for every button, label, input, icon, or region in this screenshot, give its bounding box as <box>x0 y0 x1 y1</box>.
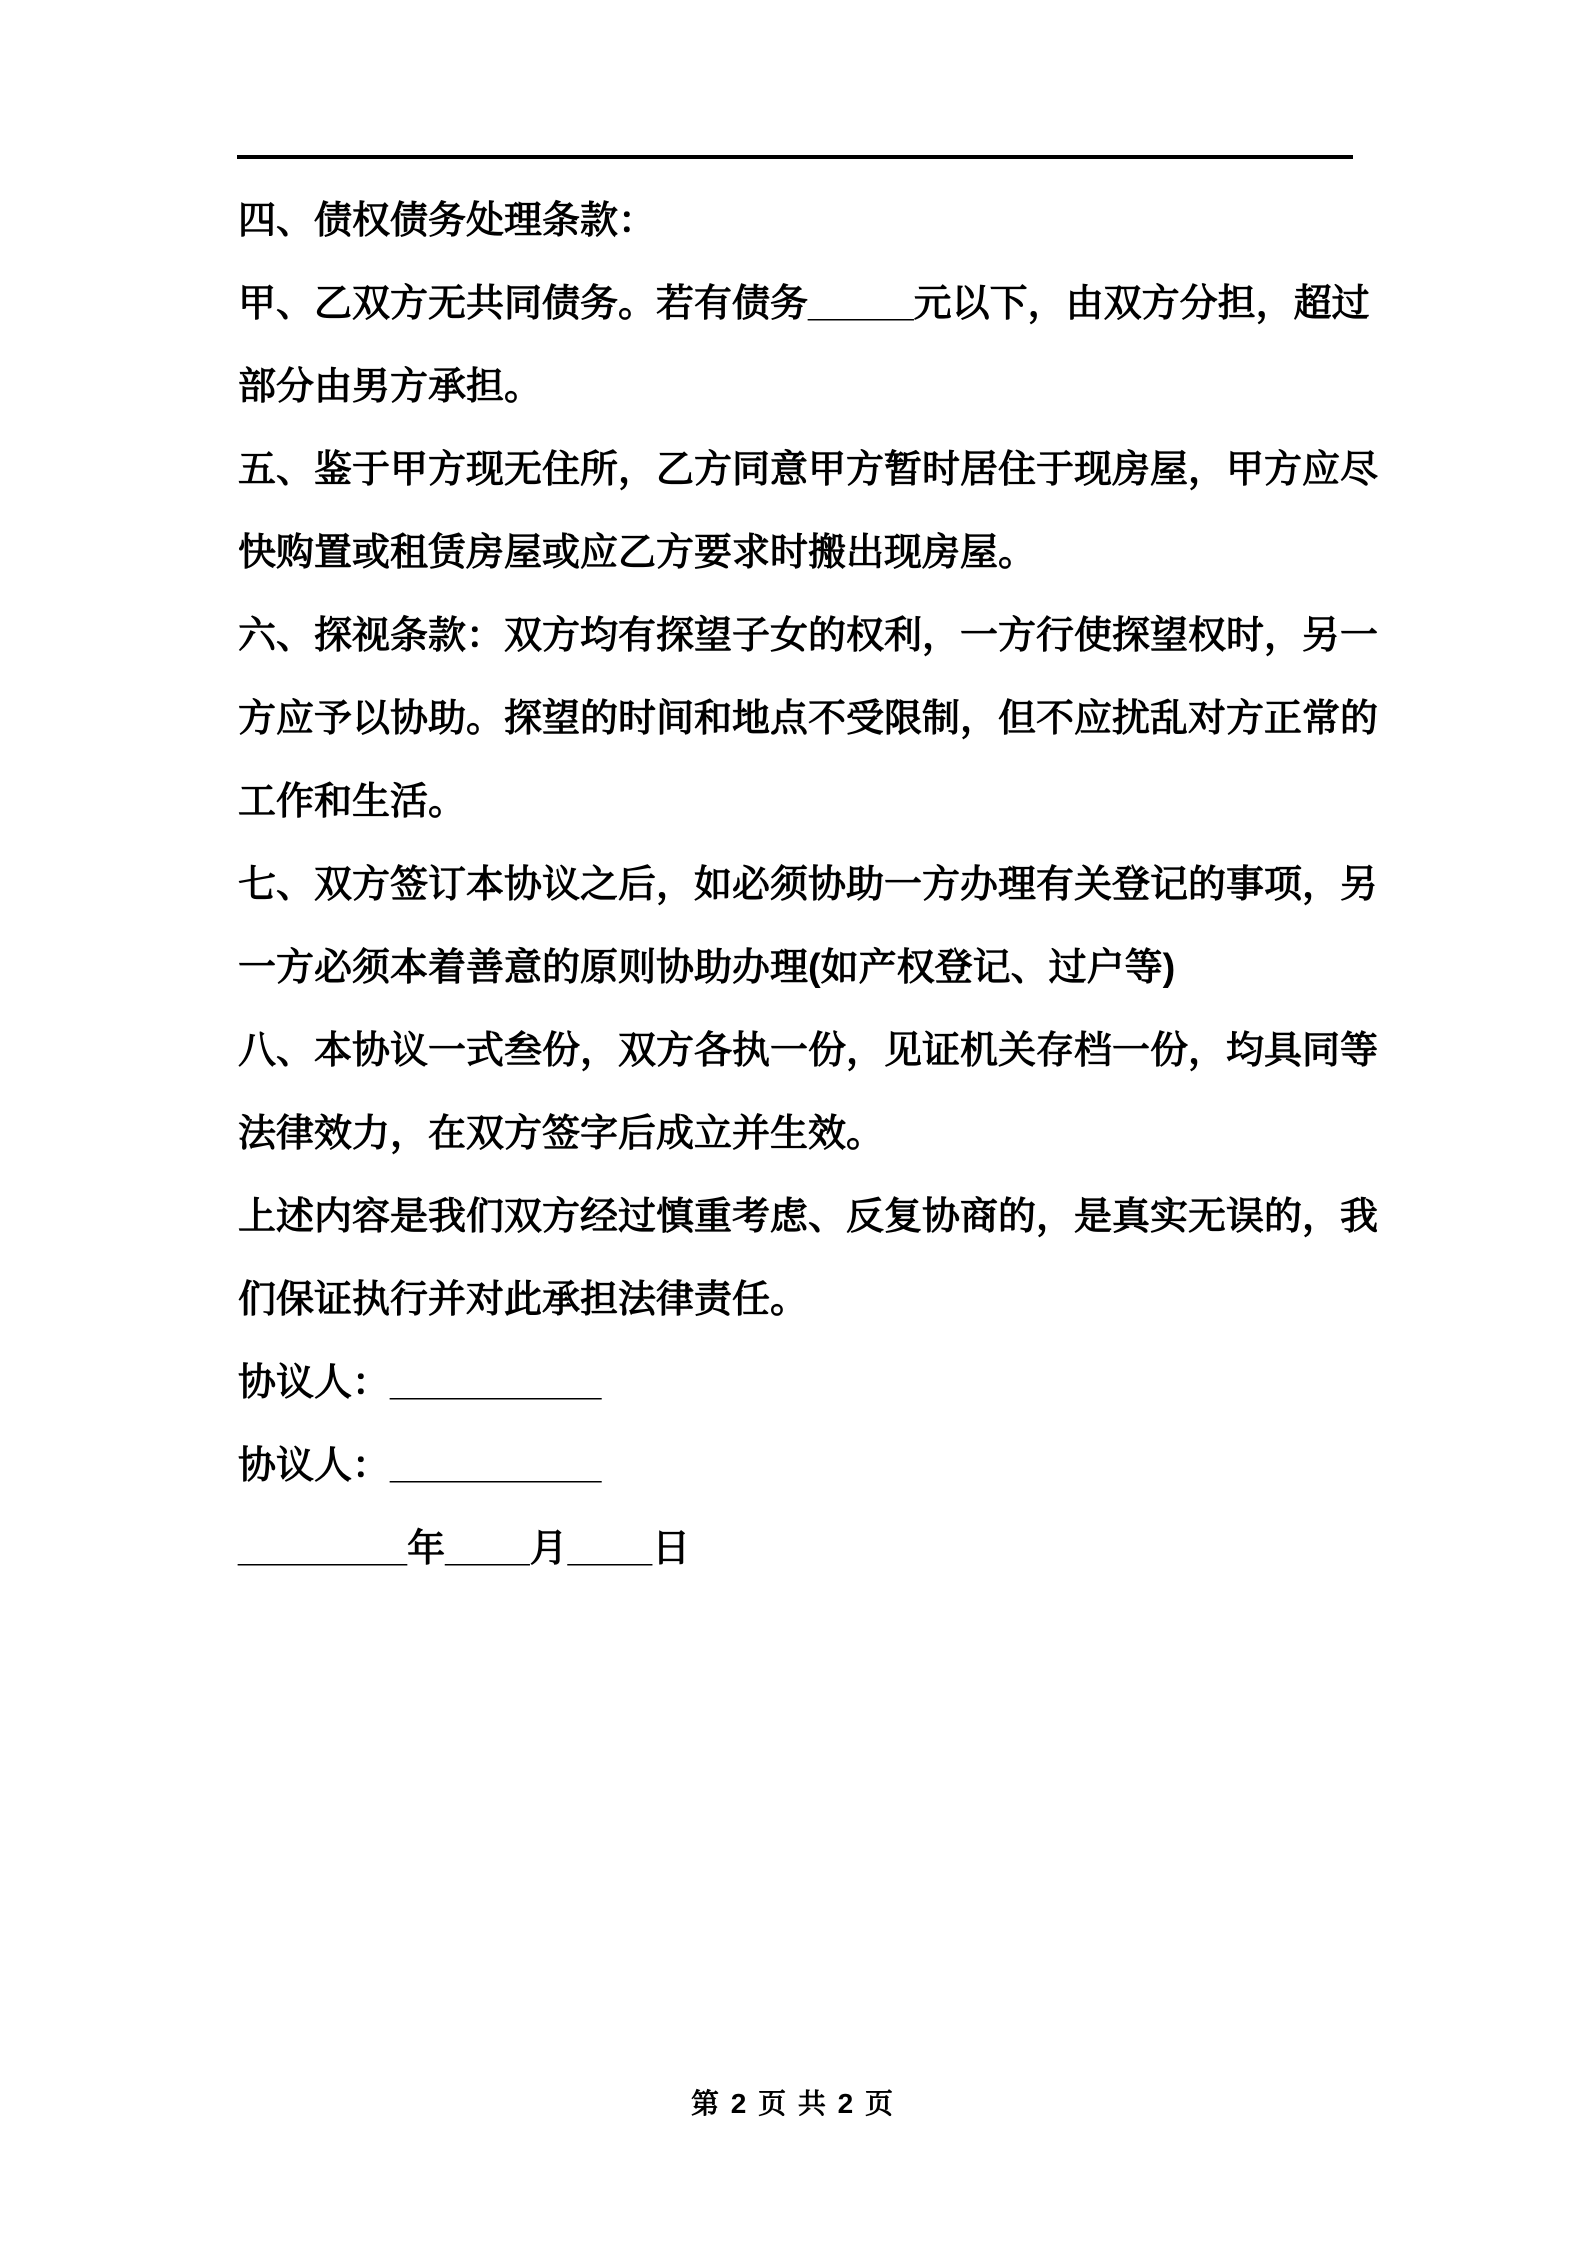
date-line: ________年____月____日 <box>238 1528 691 1570</box>
signature-line-party-b: 协议人：__________ <box>238 1445 602 1487</box>
document-body <box>238 180 1379 1591</box>
document-line-clause-7: 七、双方签订本协议之后，如必须协助一方办理有关登记的事项，另 <box>238 864 1379 906</box>
document-line-clause-8: 八、本协议一式叁份，双方各执一份，见证机关存档一份，均具同等 <box>238 1030 1379 1072</box>
document-line: 部分由男方承担。 <box>238 366 543 408</box>
document-line: 甲、乙双方无共同债务。若有债务_____元以下，由双方分担，超过 <box>238 283 1370 325</box>
document-line-clause-4-heading: 四、债权债务处理条款： <box>238 200 657 242</box>
document-line-declaration: 上述内容是我们双方经过慎重考虑、反复协商的，是真实无误的，我 <box>238 1196 1379 1238</box>
page-number-label: 第 2 页 共 2 页 <box>690 2088 896 2119</box>
document-line: 方应予以协助。探望的时间和地点不受限制，但不应扰乱对方正常的 <box>238 698 1379 740</box>
header-rule <box>237 155 1353 159</box>
document-line: 们保证执行并对此承担法律责任。 <box>238 1279 809 1321</box>
signature-line-party-a: 协议人：__________ <box>238 1362 602 1404</box>
document-line: 快购置或租赁房屋或应乙方要求时搬出现房屋。 <box>238 532 1037 574</box>
page-footer <box>0 2086 1586 2122</box>
document-line-clause-6: 六、探视条款：双方均有探望子女的权利，一方行使探望权时，另一 <box>238 615 1379 657</box>
document-line: 法律效力，在双方签字后成立并生效。 <box>238 1113 885 1155</box>
document-line: 工作和生活。 <box>238 781 467 823</box>
document-line: 一方必须本着善意的原则协助办理(如产权登记、过户等) <box>238 947 1176 989</box>
document-line-clause-5: 五、鉴于甲方现无住所，乙方同意甲方暂时居住于现房屋，甲方应尽 <box>238 449 1379 491</box>
